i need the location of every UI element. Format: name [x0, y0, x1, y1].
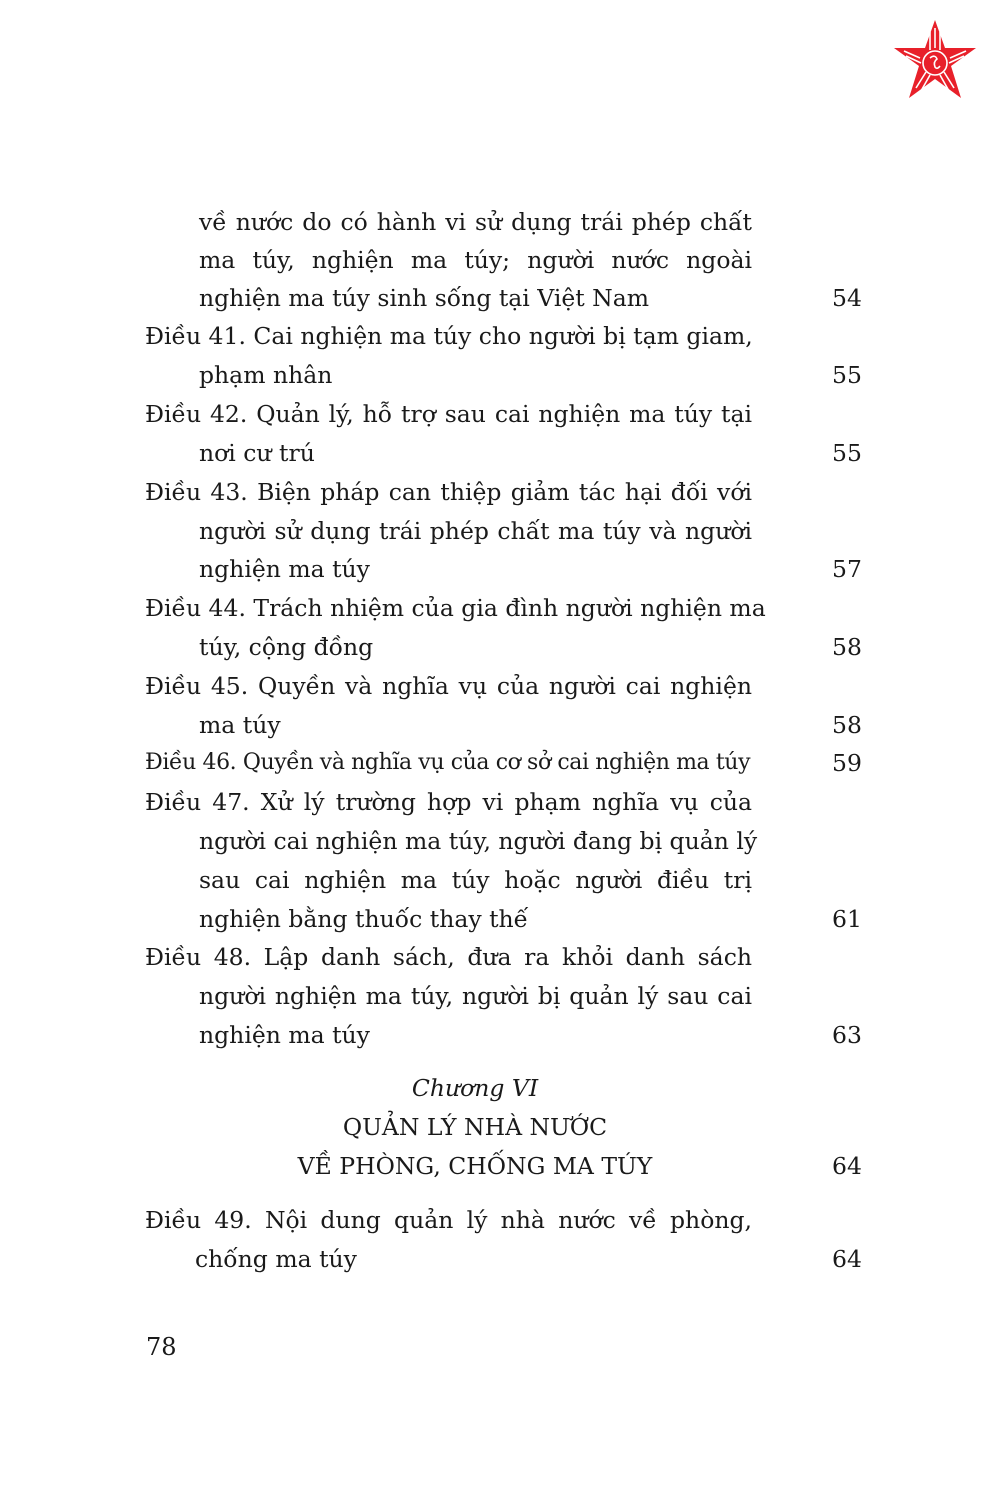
chapter-title: VỀ PHÒNG, CHỐNG MA TÚY — [297, 1152, 653, 1180]
toc-page-number: 54 — [832, 284, 862, 312]
toc-entry-text: nơi cư trú — [199, 439, 315, 467]
chapter-title: QUẢN LÝ NHÀ NƯỚC — [342, 1113, 608, 1141]
toc-entry-text: nghiện bằng thuốc thay thế — [199, 905, 529, 933]
toc-page-number: 55 — [832, 439, 862, 467]
toc-page-number: 63 — [832, 1021, 862, 1049]
toc-entry-text: Điều 45. Quyền và nghĩa vụ của người cai nghiện — [145, 672, 752, 700]
page-number: 78 — [146, 1333, 177, 1361]
toc-entry-text: người sử dụng trái phép chất ma túy và người — [199, 517, 752, 545]
toc-entry-text: về nước do có hành vi sử dụng trái phép chất — [199, 208, 752, 236]
toc-entry-text: phạm nhân — [199, 361, 333, 389]
toc-page-number: 55 — [832, 361, 862, 389]
toc-entry-text: ma túy — [199, 711, 281, 739]
toc-entry-text: sau cai nghiện ma túy hoặc người điều trị — [199, 866, 752, 894]
toc-entry-text: Điều 48. Lập danh sách, đưa ra khỏi danh sách — [145, 943, 752, 971]
star-logo-icon — [890, 18, 980, 102]
toc-page-number: 57 — [832, 555, 862, 583]
toc-page-number: 64 — [832, 1245, 862, 1273]
toc-entry-text: túy, cộng đồng — [199, 633, 374, 661]
toc-entry-text: Điều 47. Xử lý trường hợp vi phạm nghĩa vụ của — [145, 788, 752, 816]
toc-page-number: 58 — [832, 711, 862, 739]
toc-page-number: 61 — [832, 905, 862, 933]
toc-entry-text: Điều 42. Quản lý, hỗ trợ sau cai nghiện ma túy tại — [145, 400, 752, 428]
toc-entry-text: Điều 49. Nội dung quản lý nhà nước về phòng, — [145, 1206, 752, 1234]
toc-entry-text: nghiện ma túy sinh sống tại Việt Nam — [199, 284, 650, 312]
chapter-label: Chương VI — [411, 1074, 539, 1102]
toc-page-number: 64 — [832, 1152, 862, 1180]
toc-entry-text: Điều 41. Cai nghiện ma túy cho người bị tạm giam, — [145, 322, 753, 350]
toc-page-number: 58 — [832, 633, 862, 661]
toc-entry-text: người cai nghiện ma túy, người đang bị quản lý — [199, 827, 758, 855]
toc-entry-text: chống ma túy — [195, 1245, 357, 1273]
toc-entry-text: người nghiện ma túy, người bị quản lý sau cai — [199, 982, 752, 1010]
toc-entry-text: ma túy, nghiện ma túy; người nước ngoài — [199, 246, 752, 274]
toc-entry-text: Điều 43. Biện pháp can thiệp giảm tác hại đối với — [145, 478, 752, 506]
toc-entry-text: nghiện ma túy — [199, 555, 370, 583]
toc-entry-text: Điều 46. Quyền và nghĩa vụ của cơ sở cai nghiện ma túy — [145, 750, 751, 775]
toc-page-number: 59 — [832, 749, 862, 777]
toc-entry-text: nghiện ma túy — [199, 1021, 370, 1049]
toc-entry-text: Điều 44. Trách nhiệm của gia đình người nghiện ma — [145, 594, 766, 622]
